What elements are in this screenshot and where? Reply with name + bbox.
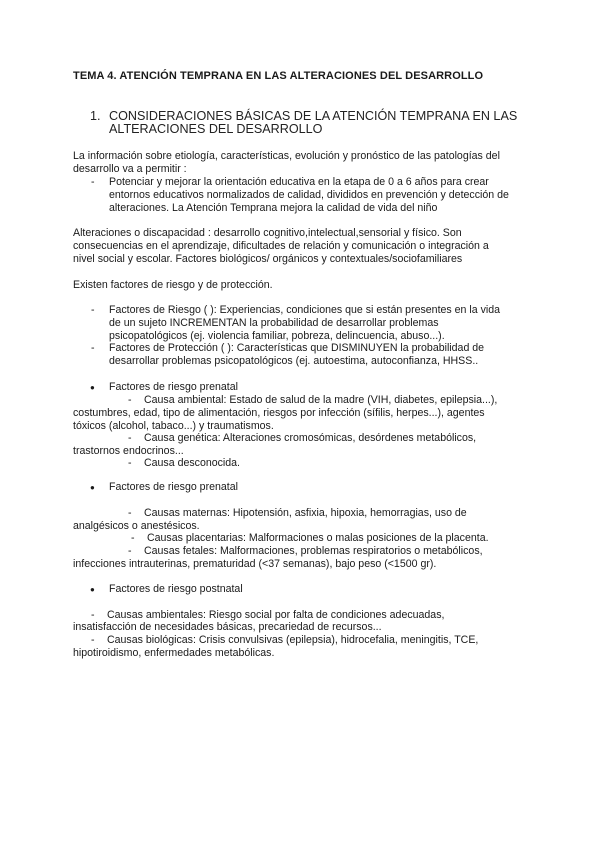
dash-bullet: -: [91, 176, 95, 188]
text-line: trastornos endocrinos...: [73, 445, 184, 457]
text-line: Factores de Protección ( ): Características que DISMINUYEN la probabilidad de: [109, 342, 485, 354]
text-line: insatisfacción de necesidades básicas, precariedad de recursos...: [73, 621, 382, 633]
text-line: Causas maternas: Hipotensión, asfixia, hipoxia, hemorragias, uso de: [144, 507, 467, 519]
section-title-line: ALTERACIONES DEL DESARROLLO: [109, 122, 323, 137]
dash-bullet: -: [91, 304, 95, 316]
factores-intro: Existen factores de riesgo y de protección.: [73, 279, 273, 291]
text-line: desarrollo va a permitir :: [73, 162, 187, 175]
text-line: La información sobre etiología, características, evolución y pronóstico de las patologías del: [73, 150, 500, 162]
dash-bullet: -: [131, 532, 135, 544]
text-line: analgésicos o anestésicos.: [73, 520, 200, 532]
text-line: Potenciar y mejorar la orientación educativa en la etapa de 0 a 6 años para crear: [109, 176, 489, 188]
text-line: Causas placentarias: Malformaciones o malas posiciones de la placenta.: [147, 532, 489, 544]
text-line: costumbres, edad, tipo de alimentación, riesgos por infección (sífilis, herpes...), agentes: [73, 407, 485, 419]
text-line: Causa desconocida.: [144, 457, 240, 469]
text-line: Alteraciones o discapacidad : desarrollo cognitivo,intelectual,sensorial y físico. Son: [73, 227, 462, 239]
factores-riesgo-text: [109, 304, 500, 342]
bullet-dot: ●: [90, 585, 95, 594]
dash-bullet: -: [128, 457, 132, 469]
intro-bullet-text: [109, 176, 509, 214]
alteraciones-paragraph: [73, 227, 489, 265]
text-line: Causa ambiental: Estado de salud de la madre (VIH, diabetes, epilepsia...),: [144, 394, 498, 406]
text-line: Causa genética: Alteraciones cromosómicas, desórdenes metabólicos,: [144, 432, 477, 444]
document-title: TEMA 4. ATENCIÓN TEMPRANA EN LAS ALTERACIONES DEL DESARROLLO: [73, 70, 484, 82]
section-title-line: CONSIDERACIONES BÁSICAS DE LA ATENCIÓN TEMPRANA EN LAS: [109, 109, 518, 123]
prenatal-ambiental-cont: [73, 407, 485, 433]
intro-paragraph: [73, 150, 500, 176]
text-line: hipotiroidismo, enfermedades metabólicas.: [73, 647, 275, 659]
dash-bullet: -: [128, 507, 132, 519]
dash-bullet: -: [128, 394, 132, 406]
dash-bullet: -: [128, 545, 132, 557]
dash-bullet: -: [91, 609, 95, 621]
text-line: desarrollar problemas psicopatológicos (ej. autoestima, autoconfianza, HHSS..: [109, 354, 479, 367]
text-line: Factores de Riesgo ( ): Experiencias, condiciones que si están presentes en la vida: [109, 304, 501, 316]
bullet-dot: ●: [90, 483, 95, 492]
dash-bullet: -: [91, 634, 95, 646]
bullet-dot: ●: [90, 383, 95, 392]
text-line: nivel social y escolar. Factores biológicos/ orgánicos y contextuales/sociofamiliares: [73, 252, 463, 265]
factores-proteccion-text: [109, 342, 484, 368]
text-line: consecuencias en el aprendizaje, dificultades de relación y comunicación o integración a: [73, 239, 489, 252]
text-line: entornos educativos normalizados de calidad, divididos en prevención y detección de: [109, 188, 509, 201]
text-line: Causas biológicas: Crisis convulsivas (epilepsia), hidrocefalia, meningitis, TCE,: [107, 634, 479, 646]
text-line: de un sujeto INCREMENTAN la probabilidad de desarrollar problemas: [109, 316, 439, 329]
section-title: [109, 110, 517, 137]
text-line: psicopatológicos (ej. violencia familiar, pobreza, delincuencia, abuso...).: [109, 329, 445, 342]
text-line: alteraciones. La Atención Temprana mejora la calidad de vida del niño: [109, 201, 438, 214]
section-number: 1.: [90, 109, 101, 123]
prenatal-heading-2: Factores de riesgo prenatal: [109, 481, 238, 493]
text-line: Causas fetales: Malformaciones, problemas respiratorios o metabólicos,: [144, 545, 483, 557]
text-line: tóxicos (alcohol, tabaco...) y traumatismos.: [73, 419, 274, 432]
postnatal-heading: Factores de riesgo postnatal: [109, 583, 243, 595]
text-line: Causas ambientales: Riesgo social por falta de condiciones adecuadas,: [107, 609, 445, 621]
dash-bullet: -: [91, 342, 95, 354]
text-line: infecciones intrauterinas, prematuridad (<37 semanas), bajo peso (<1500 gr).: [73, 558, 437, 570]
prenatal-heading-1: Factores de riesgo prenatal: [109, 381, 238, 393]
dash-bullet: -: [128, 432, 132, 444]
